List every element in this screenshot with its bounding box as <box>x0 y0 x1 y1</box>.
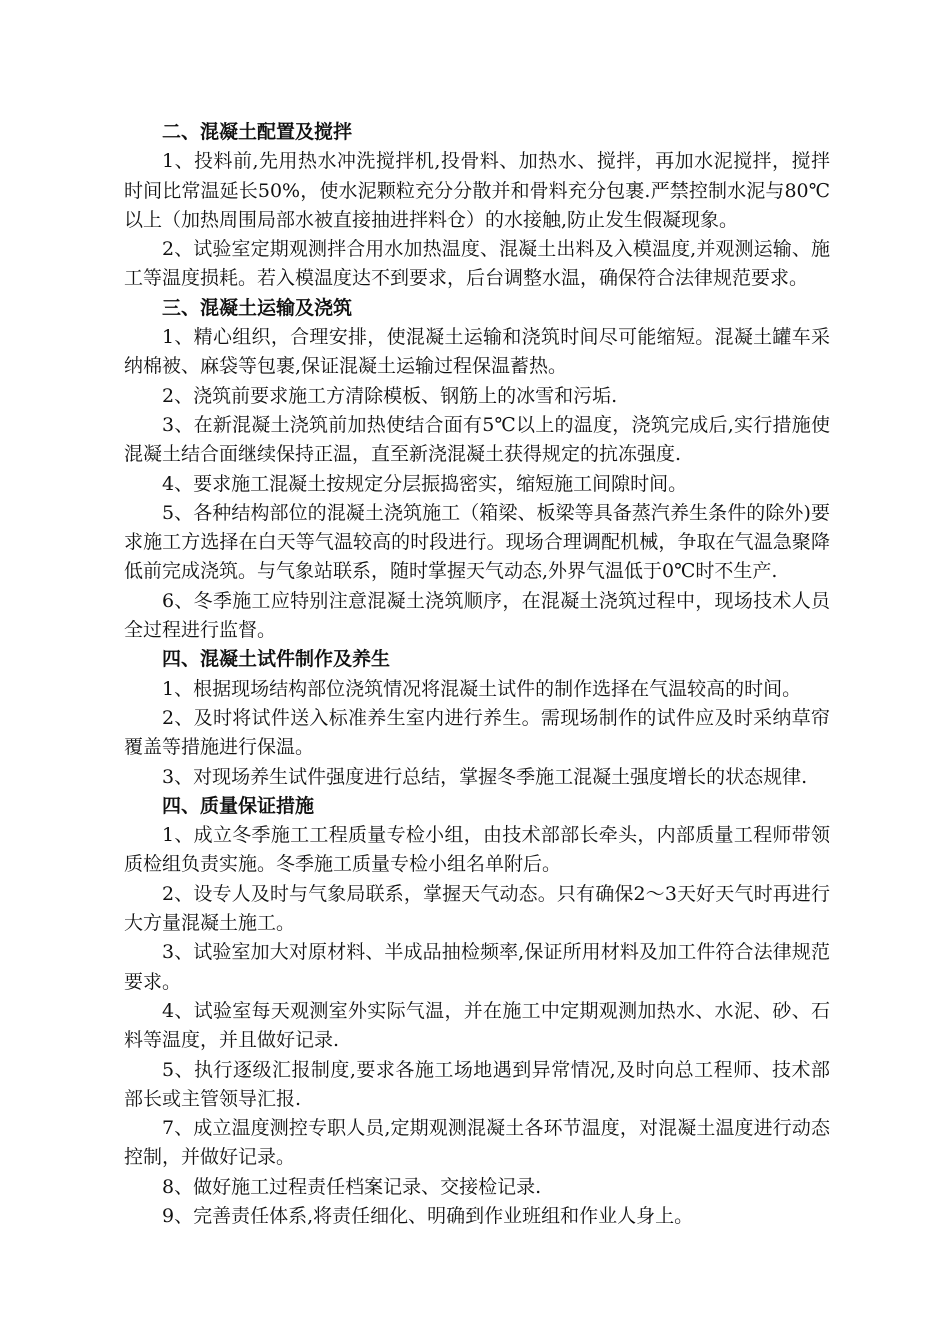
paragraph: 5、执行逐级汇报制度,要求各施工场地遇到异常情况,及时向总工程师、技术部部长或主管领导汇报. <box>124 1058 830 1110</box>
paragraph: 3、对现场养生试件强度进行总结，掌握冬季施工混凝土强度增长的状态规律. <box>162 765 808 788</box>
paragraph: 2、浇筑前要求施工方清除模板、钢筋上的冰雪和污垢. <box>162 384 618 407</box>
paragraph: 4、试验室每天观测室外实际气温，并在施工中定期观测加热水、水泥、砂、石料等温度，并且做好记录. <box>124 999 830 1052</box>
paragraph: 8、做好施工过程责任档案记录、交接检记录. <box>162 1175 542 1198</box>
section-heading: 三、混凝土运输及浇筑 <box>162 296 353 319</box>
section-heading: 四、质量保证措施 <box>162 794 315 817</box>
paragraph: 3、在新混凝土浇筑前加热使结合面有5℃以上的温度，浇筑完成后,实行措施使混凝土结合面继续保持正温，直至新浇混凝土获得规定的抗冻强度. <box>124 413 830 466</box>
paragraph: 5、各种结构部位的混凝土浇筑施工（箱梁、板梁等具备蒸汽养生条件的除外)要求施工方选择在白天等气温较高的时段进行。现场合理调配机械，争取在气温急聚降低前完成浇筑。与气象站联系，随时掌握天气动态,外界气温低于0℃时不生产. <box>124 501 830 583</box>
paragraph: 9、完善责任体系,将责任细化、明确到作业班组和作业人身上。 <box>162 1204 694 1227</box>
paragraph: 1、根据现场结构部位浇筑情况将混凝土试件的制作选择在气温较高的时间。 <box>162 677 802 700</box>
paragraph: 4、要求施工混凝土按规定分层振捣密实，缩短施工间隙时间。 <box>162 472 688 495</box>
paragraph: 2、设专人及时与气象局联系，掌握天气动态。只有确保2～3天好天气时再进行大方量混凝土施工。 <box>124 882 830 935</box>
paragraph: 1、成立冬季施工工程质量专检小组，由技术部部长牵头，内部质量工程师带领质检组负责实施。冬季施工质量专检小组名单附后。 <box>124 824 830 876</box>
paragraph: 1、投料前,先用热水冲洗搅拌机,投骨料、加热水、搅拌，再加水泥搅拌，搅拌时间比常温延长50%，使水泥颗粒充分分散并和骨料充分包裹.严禁控制水泥与80℃以上（加热周围局部水被直接抽进拌料仓）的水接触,防止发生假凝现象。 <box>124 150 830 231</box>
paragraph: 2、及时将试件送入标准养生室内进行养生。需现场制作的试件应及时采纳草帘覆盖等措施进行保温。 <box>124 706 830 759</box>
paragraph: 7、成立温度测控专职人员,定期观测混凝土各环节温度，对混凝土温度进行动态控制，并做好记录。 <box>124 1117 830 1169</box>
paragraph: 6、冬季施工应特别注意混凝土浇筑顺序，在混凝土浇筑过程中，现场技术人员全过程进行监督。 <box>124 589 830 642</box>
document-page <box>124 118 830 1231</box>
paragraph: 3、试验室加大对原材料、半成品抽检频率,保证所用材料及加工件符合法律规范要求。 <box>124 941 830 993</box>
paragraph: 1、精心组织，合理安排，使混凝土运输和浇筑时间尽可能缩短。混凝土罐车采纳棉被、麻袋等包裹,保证混凝土运输过程保温蓄热。 <box>124 326 830 378</box>
section-heading: 二、混凝土配置及搅拌 <box>162 121 353 143</box>
paragraph: 2、试验室定期观测拌合用水加热温度、混凝土出料及入模温度,并观测运输、施工等温度损耗。若入模温度达不到要求，后台调整水温，确保符合法律规范要求。 <box>124 238 830 290</box>
section-heading: 四、混凝土试件制作及养生 <box>162 648 391 671</box>
